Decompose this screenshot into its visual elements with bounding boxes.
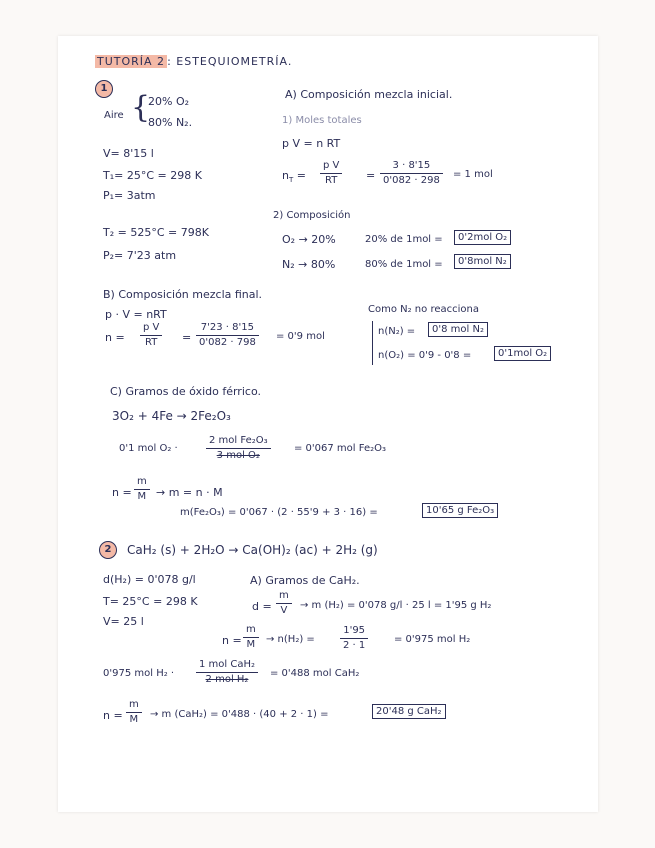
density-fraction: m V [276, 591, 292, 616]
volume-p2: V= 25 l [103, 615, 144, 628]
molar-n: n = [112, 486, 132, 499]
aire-n2: 80% N₂. [148, 116, 193, 129]
section-b-result: = 0'9 mol [276, 331, 325, 342]
cah2-molar-fraction: m M [126, 700, 142, 725]
n-n2-answer: 0'8 mol N₂ [428, 322, 488, 337]
cah2-mass-answer: 20'48 g CaH₂ [372, 704, 446, 719]
molar-fraction: m M [134, 477, 150, 502]
h2-mass-calc: → m (H₂) = 0'078 g/l · 25 l = 1'95 g H₂ [300, 600, 492, 611]
note-bracket [372, 321, 373, 365]
problem-2-section-a: A) Gramos de CaH₂. [250, 574, 360, 587]
section-b-fraction-den: RT [145, 337, 158, 348]
moles-n: n = [222, 634, 242, 647]
aire-label: Aire [104, 110, 124, 121]
section-b-fraction-values [196, 323, 259, 348]
o2-percent: O₂ → 20% [282, 233, 336, 246]
temperature-2: T₂ = 525°C = 798K [103, 226, 209, 239]
density-h2: d(H₂) = 0'078 g/l [103, 573, 196, 586]
section-b-title: B) Composición mezcla final. [103, 288, 263, 301]
nt-fraction-den: RT [325, 175, 338, 186]
equals-sign: = [182, 331, 192, 344]
temperature-p2: T= 25°C = 298 K [103, 595, 198, 608]
nt-fraction-num: p V [323, 160, 340, 171]
cah2-mass-calc: → m (CaH₂) = 0'488 · (40 + 2 · 1) = [150, 709, 329, 720]
subsection-a2-title: 2) Composición [273, 210, 351, 221]
conversion-den: 3 mol O₂ [216, 450, 260, 461]
nt-result: = 1 mol [453, 169, 493, 180]
volume-value: V= 8'15 l [103, 147, 154, 160]
o2-calc: 20% de 1mol = [365, 234, 443, 245]
moles-h2-result: = 0'975 mol H₂ [394, 634, 471, 645]
aire-o2: 20% O₂ [148, 95, 190, 108]
cah2-conversion-start: 0'975 mol H₂ · [103, 668, 175, 679]
cah2-mass-n: n = [103, 709, 123, 722]
n2-moles-answer: 0'8mol N₂ [454, 254, 511, 269]
page-title [95, 56, 292, 67]
moles-h2-fraction: 1'95 2 · 1 [340, 626, 368, 651]
aire-brace: { [131, 90, 151, 125]
section-b-equation: p · V = nRT [105, 308, 167, 321]
conversion-result: = 0'067 mol Fe₂O₃ [294, 443, 386, 454]
problem-2-reaction: CaH₂ (s) + 2H₂O → Ca(OH)₂ (ac) + 2H₂ (g) [127, 543, 378, 557]
section-b-values-num: 7'23 · 8'15 [200, 322, 255, 333]
cah2-conversion-result: = 0'488 mol CaH₂ [270, 668, 360, 679]
nt-fraction-values [380, 161, 443, 186]
temperature-1: T₁= 25°C = 298 K [103, 169, 202, 182]
conversion-start: 0'1 mol O₂ · [119, 443, 178, 454]
equals-sign: = [366, 169, 376, 182]
density-formula-d: d = [252, 600, 272, 613]
section-a-title: A) Composición mezcla inicial. [285, 88, 453, 101]
n2-percent: N₂ → 80% [282, 258, 336, 271]
reaction-equation: 3O₂ + 4Fe → 2Fe₂O₃ [112, 409, 231, 423]
title-rest: : ESTEQUIOMETRÍA. [167, 55, 293, 68]
ferric-mass-answer: 10'65 g Fe₂O₃ [422, 503, 498, 518]
n2-note: Como N₂ no reacciona [368, 304, 479, 315]
section-b-fraction [140, 323, 162, 348]
pressure-1: P₁= 3atm [103, 189, 156, 202]
ideal-gas-equation: p V = n RT [282, 137, 341, 150]
nt-values-den: 0'082 · 298 [383, 175, 440, 186]
cah2-conversion-factor: 1 mol CaH₂ 2 mol H₂ [196, 660, 258, 685]
n2-calc: 80% de 1mol = [365, 259, 443, 270]
n-n2-label: n(N₂) = [378, 326, 416, 337]
moles-h2-label: → n(H₂) = [266, 634, 315, 645]
subsection-a1-title: 1) Moles totales [282, 115, 362, 126]
conversion-factor [206, 436, 271, 461]
problem-1-number: 1 [95, 80, 113, 98]
nt-label: $n_T$ = [282, 169, 306, 185]
problem-2-number: 2 [99, 541, 117, 559]
section-b-n: n = [105, 331, 125, 344]
nt-fraction [320, 161, 342, 186]
moles-fraction: m M [243, 625, 259, 650]
section-b-fraction-num: p V [143, 322, 160, 333]
n-o2-answer: 0'1mol O₂ [494, 346, 551, 361]
o2-moles-answer: 0'2mol O₂ [454, 230, 511, 245]
n-o2-calc: n(O₂) = 0'9 - 0'8 = [378, 350, 472, 361]
conversion-num: 2 mol Fe₂O₃ [209, 435, 268, 446]
title-highlight: TUTORÍA 2 [97, 55, 166, 68]
molar-arrow: → m = n · M [156, 486, 223, 499]
pressure-2: P₂= 7'23 atm [103, 249, 177, 262]
ferric-mass-calc: m(Fe₂O₃) = 0'067 · (2 · 55'9 + 3 · 16) = [180, 507, 378, 518]
nt-values-num: 3 · 8'15 [392, 160, 431, 171]
section-b-values-den: 0'082 · 798 [199, 337, 256, 348]
section-c-title: C) Gramos de óxido férrico. [110, 385, 261, 398]
